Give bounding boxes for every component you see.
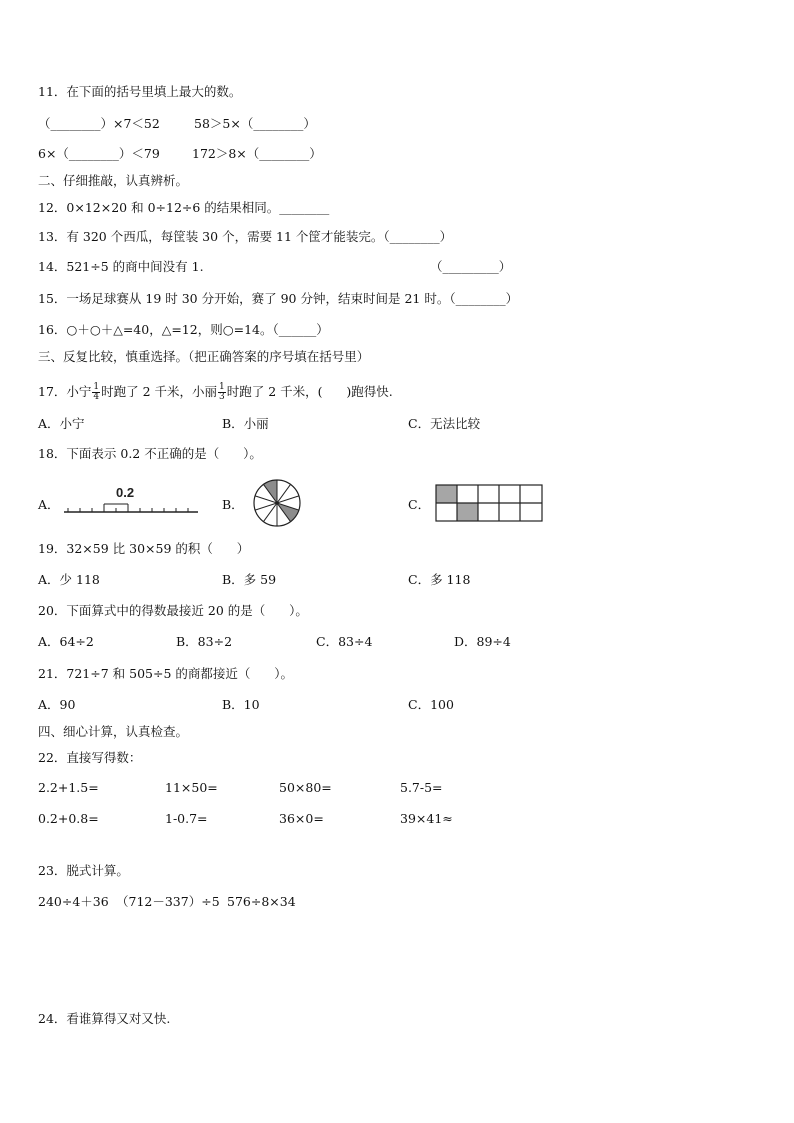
q11-item-1: （________）×7＜52 [38,116,160,131]
q22-item: 5.7-5= [400,780,443,795]
q18-number-line [60,482,202,518]
q16: 16．○＋○＋△=40，△=12，则○=14。（______） [38,322,329,337]
q17-part3: 时跑了 2 千米，( )跑得快. [226,384,393,399]
q23-expression-2: （712－337）÷5 [116,894,220,909]
q11-item-2: 58＞5×（________） [194,116,316,131]
q15: 15．一场足球赛从 19 时 30 分开始，赛了 90 分钟，结束时间是 21 时。（________） [38,291,519,306]
q19-option-b: B．多 59 [222,572,277,587]
q19-option-c: C．多 118 [408,572,471,587]
q22-item: 11×50= [165,780,218,795]
q22-item: 0.2+0.8= [38,811,99,826]
q19-option-a: A．少 118 [38,572,100,587]
q19-title: 19．32×59 比 30×59 的积（ ） [38,541,250,556]
q11-title: 11．在下面的括号里填上最大的数。 [38,84,242,99]
q22-item: 50×80= [279,780,332,795]
q18-option-c-label: C． [408,497,431,512]
q18-grid-shaded-cell-2 [457,503,478,521]
q17-fraction-1-numerator: 1 [93,382,100,392]
q17-option-a: A．小宁 [38,416,85,431]
q11-item-3: 6×（________）＜79 [38,146,160,161]
q23-expression-3: 576÷8×34 [227,894,296,909]
q18-shaded-grid [434,483,546,525]
q17-part2: 时跑了 2 千米，小丽 [101,384,218,399]
q21-option-c: C．100 [408,697,454,712]
q18-option-b-label: B． [222,497,244,512]
q20-title: 20．下面算式中的得数最接近 20 的是（ ）。 [38,603,308,618]
q18-title: 18．下面表示 0.2 不正确的是（ ）。 [38,446,262,461]
q18-number-line-label: 0.2 [116,485,135,500]
q20-option-a: A．64÷2 [38,634,94,649]
q17 [38,382,393,402]
q23-expression-1: 240÷4＋36 [38,894,109,909]
q17-part1: 17．小宁 [38,384,92,399]
q22-title: 22．直接写得数： [38,750,142,765]
q18-option-a-label: A． [38,497,60,512]
q17-fraction-2 [218,383,226,402]
q11-item-4: 172＞8×（________） [192,146,322,161]
q20-option-c: C．83÷4 [316,634,373,649]
q18-shaded-circle [246,477,308,529]
q23-title: 23．脱式计算。 [38,863,129,878]
q14-blank: （_________） [430,259,512,274]
q21-title: 21．721÷7 和 505÷5 的商都接近（ ）。 [38,666,293,681]
q17-option-b: B．小丽 [222,416,269,431]
q20-option-b: B．83÷2 [176,634,233,649]
q14-text: 14．521÷5 的商中间没有 1. [38,259,204,274]
q12: 12．0×12×20 和 0÷12÷6 的结果相同。________ [38,200,330,215]
q22-item: 36×0= [279,811,324,826]
q17-fraction-2-numerator: 1 [219,382,225,392]
q18-grid-shaded-cell-1 [436,485,457,503]
q17-fraction-1 [92,383,100,402]
q21-option-b: B．10 [222,697,260,712]
q17-fraction-2-denominator: 3 [219,392,225,402]
section-3-heading: 三、反复比较，慎重选择。（把正确答案的序号填在括号里） [38,349,370,364]
q17-option-c: C．无法比较 [408,416,481,431]
q22-item: 1-0.7= [165,811,208,826]
q17-fraction-1-denominator: 4 [93,392,100,402]
q22-item: 2.2+1.5= [38,780,99,795]
section-4-heading: 四、细心计算，认真检查。 [38,724,189,739]
q24: 24．看谁算得又对又快. [38,1011,171,1026]
q13: 13．有 320 个西瓜，每筐装 30 个，需要 11 个筐才能装完。（________） [38,229,453,244]
q22-item: 39×41≈ [400,811,453,826]
q21-option-a: A．90 [38,697,76,712]
q20-option-d: D．89÷4 [454,634,511,649]
section-2-heading: 二、仔细推敲，认真辨析。 [38,173,189,188]
